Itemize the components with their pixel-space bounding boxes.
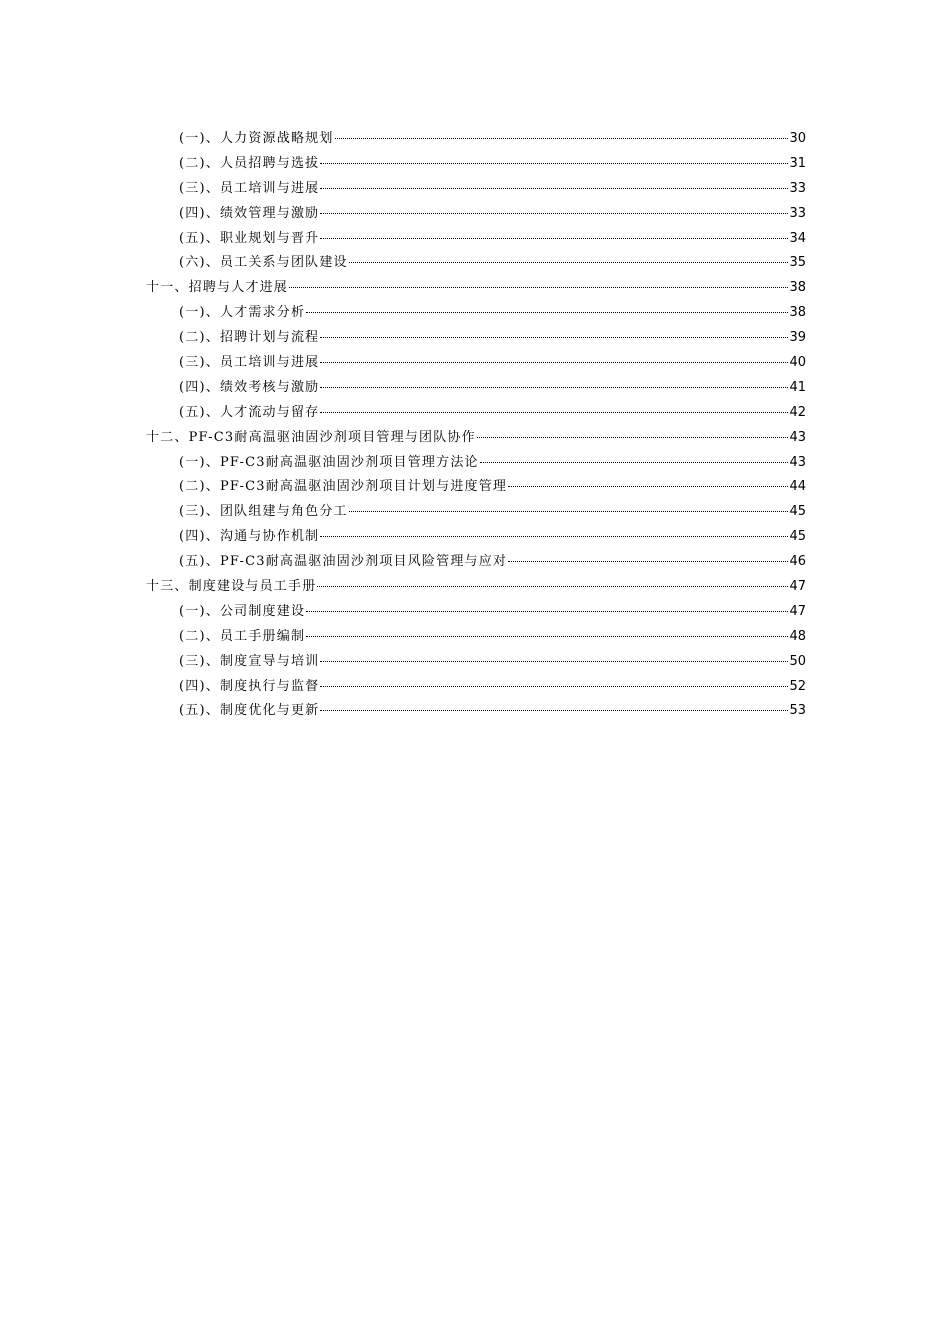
toc-entry-page: 40 bbox=[789, 355, 806, 371]
toc-dot-leader bbox=[289, 287, 788, 288]
toc-entry-title: (五)、PF-C3耐高温驱油固沙剂项目风险管理与应对 bbox=[179, 554, 508, 570]
toc-dot-leader bbox=[306, 611, 788, 612]
toc-entry[interactable] bbox=[146, 451, 806, 476]
toc-entry-title: (三)、制度宣导与培训 bbox=[179, 653, 320, 669]
toc-entry-page: 46 bbox=[789, 554, 806, 570]
toc-dot-leader bbox=[306, 636, 788, 637]
toc-entry[interactable] bbox=[146, 251, 806, 276]
toc-dot-leader bbox=[320, 710, 788, 711]
toc-entry-title: (二)、招聘计划与流程 bbox=[179, 330, 320, 346]
toc-entry[interactable] bbox=[146, 650, 806, 675]
toc-entry-title: (一)、公司制度建设 bbox=[179, 603, 306, 619]
toc-dot-leader bbox=[320, 536, 788, 537]
toc-entry-page: 39 bbox=[789, 330, 806, 346]
toc-entry-title: (五)、职业规划与晋升 bbox=[179, 230, 320, 246]
table-of-contents bbox=[146, 127, 806, 724]
toc-entry-title: (四)、绩效管理与激励 bbox=[179, 205, 320, 221]
toc-entry-page: 52 bbox=[789, 678, 806, 694]
toc-chapter-entry[interactable] bbox=[146, 575, 806, 600]
toc-entry-page: 43 bbox=[789, 429, 806, 445]
toc-entry[interactable] bbox=[146, 202, 806, 227]
toc-entry-title: (二)、人员招聘与选拔 bbox=[179, 155, 320, 171]
toc-dot-leader bbox=[349, 511, 789, 512]
toc-dot-leader bbox=[335, 138, 789, 139]
toc-dot-leader bbox=[349, 262, 789, 263]
toc-entry-page: 47 bbox=[789, 603, 806, 619]
toc-dot-leader bbox=[320, 412, 788, 413]
toc-entry[interactable] bbox=[146, 550, 806, 575]
toc-entry[interactable] bbox=[146, 500, 806, 525]
toc-entry-title: (五)、制度优化与更新 bbox=[179, 703, 320, 719]
toc-dot-leader bbox=[320, 213, 788, 214]
toc-entry[interactable] bbox=[146, 326, 806, 351]
toc-entry-title: (三)、员工培训与进展 bbox=[179, 180, 320, 196]
toc-entry-page: 31 bbox=[789, 155, 806, 171]
toc-entry[interactable] bbox=[146, 227, 806, 252]
toc-entry-page: 34 bbox=[789, 230, 806, 246]
toc-dot-leader bbox=[320, 387, 788, 388]
toc-entry-page: 48 bbox=[789, 628, 806, 644]
toc-dot-leader bbox=[320, 362, 788, 363]
toc-dot-leader bbox=[320, 661, 788, 662]
toc-entry-title: (五)、人才流动与留存 bbox=[179, 404, 320, 420]
toc-entry[interactable] bbox=[146, 475, 806, 500]
toc-dot-leader bbox=[317, 586, 788, 587]
toc-entry[interactable] bbox=[146, 600, 806, 625]
toc-entry-title: (二)、PF-C3耐高温驱油固沙剂项目计划与进度管理 bbox=[179, 479, 508, 495]
toc-entry-title: (一)、人才需求分析 bbox=[179, 305, 306, 321]
toc-entry-page: 42 bbox=[789, 404, 806, 420]
toc-entry[interactable] bbox=[146, 177, 806, 202]
toc-entry-title: 十二、PF-C3耐高温驱油固沙剂项目管理与团队协作 bbox=[146, 429, 476, 445]
toc-entry-page: 43 bbox=[789, 454, 806, 470]
toc-entry[interactable] bbox=[146, 699, 806, 724]
toc-dot-leader bbox=[320, 163, 788, 164]
toc-dot-leader bbox=[508, 486, 788, 487]
toc-entry-title: (一)、人力资源战略规划 bbox=[179, 131, 334, 146]
toc-entry-title: 十三、制度建设与员工手册 bbox=[146, 579, 317, 595]
toc-entry[interactable] bbox=[146, 152, 806, 177]
toc-entry-title: (三)、员工培训与进展 bbox=[179, 355, 320, 371]
toc-dot-leader bbox=[320, 188, 788, 189]
toc-entry-page: 30 bbox=[789, 131, 806, 146]
toc-entry-page: 44 bbox=[789, 479, 806, 495]
toc-chapter-entry[interactable] bbox=[146, 276, 806, 301]
toc-entry-page: 41 bbox=[789, 379, 806, 395]
toc-entry-page: 47 bbox=[789, 579, 806, 595]
toc-entry[interactable] bbox=[146, 301, 806, 326]
toc-entry-title: (二)、员工手册编制 bbox=[179, 628, 306, 644]
toc-entry-title: (四)、制度执行与监督 bbox=[179, 678, 320, 694]
toc-entry-title: (六)、员工关系与团队建设 bbox=[179, 255, 348, 271]
toc-dot-leader bbox=[508, 561, 788, 562]
toc-entry[interactable] bbox=[146, 525, 806, 550]
toc-chapter-entry[interactable] bbox=[146, 426, 806, 451]
toc-entry-page: 35 bbox=[789, 255, 806, 271]
toc-entry-title: (四)、沟通与协作机制 bbox=[179, 529, 320, 545]
toc-entry-page: 33 bbox=[789, 205, 806, 221]
toc-entry[interactable] bbox=[146, 675, 806, 700]
toc-entry-page: 38 bbox=[789, 280, 806, 296]
toc-dot-leader bbox=[477, 437, 789, 438]
toc-entry[interactable] bbox=[146, 127, 806, 152]
toc-entry-page: 45 bbox=[789, 504, 806, 520]
toc-entry-title: (三)、团队组建与角色分工 bbox=[179, 504, 348, 520]
toc-dot-leader bbox=[480, 462, 789, 463]
toc-dot-leader bbox=[306, 312, 788, 313]
toc-entry-title: 十一、招聘与人才进展 bbox=[146, 280, 289, 296]
toc-dot-leader bbox=[320, 238, 788, 239]
toc-entry[interactable] bbox=[146, 625, 806, 650]
toc-entry-page: 53 bbox=[789, 703, 806, 719]
toc-dot-leader bbox=[320, 337, 788, 338]
toc-entry-page: 33 bbox=[789, 180, 806, 196]
toc-entry-title: (一)、PF-C3耐高温驱油固沙剂项目管理方法论 bbox=[179, 454, 479, 470]
toc-entry[interactable] bbox=[146, 351, 806, 376]
toc-entry[interactable] bbox=[146, 401, 806, 426]
toc-entry-page: 50 bbox=[789, 653, 806, 669]
toc-entry-page: 38 bbox=[789, 305, 806, 321]
toc-entry-title: (四)、绩效考核与激励 bbox=[179, 379, 320, 395]
toc-entry[interactable] bbox=[146, 376, 806, 401]
toc-dot-leader bbox=[320, 686, 788, 687]
toc-entry-page: 45 bbox=[789, 529, 806, 545]
